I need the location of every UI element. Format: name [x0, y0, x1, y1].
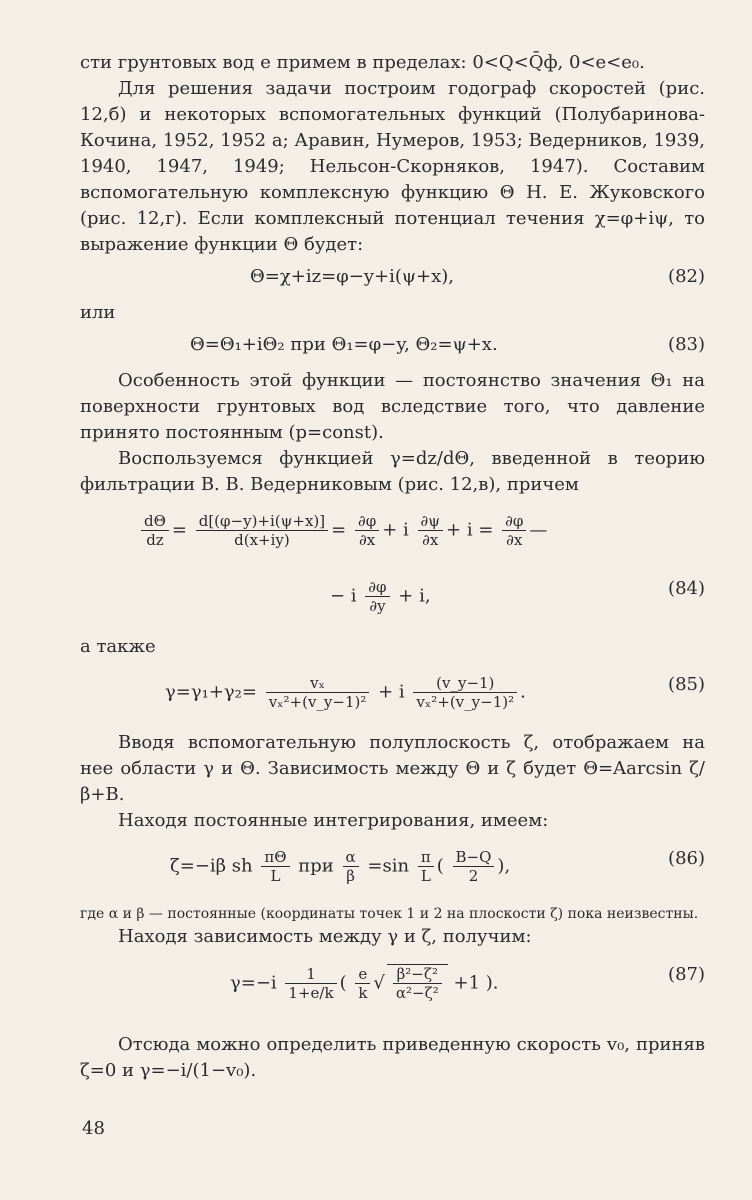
denominator: ∂y — [369, 597, 386, 615]
equation-82-number: (82) — [668, 266, 705, 287]
equation-86-lhs: ζ=−iβ sh — [170, 855, 253, 877]
equation-87 — [80, 954, 705, 1028]
denominator: vₓ²+(v_y−1)² — [416, 693, 515, 711]
fraction — [261, 848, 289, 885]
numerator: α — [343, 848, 359, 867]
word-or: или — [80, 302, 116, 323]
footnote-constants: где α и β — постоянные (координаты точек 1 и 2 на плоскости ζ) пока неизвестны. — [80, 906, 699, 922]
paragraph-5: Вводя вспомогательную полуплоскость ζ, отображаем на нее области γ и Θ. Зависимость между Θ и ζ будет Θ=Aarcsin ζ/β+B. — [80, 732, 705, 805]
equation-84-suffix: + i, — [398, 585, 431, 607]
fraction — [266, 674, 370, 711]
equation-82-body: Θ=χ+iz=φ−y+i(ψ+x), — [250, 266, 454, 287]
fraction — [355, 965, 370, 1002]
denominator: dz — [146, 531, 164, 549]
equation-84-line-2-body — [330, 578, 431, 615]
paragraph-7: Находя зависимость между γ и ζ, получим: — [118, 926, 532, 947]
fraction — [285, 965, 336, 1002]
denominator: k — [358, 984, 368, 1002]
denominator: ∂x — [422, 531, 439, 549]
numerator: dΘ — [141, 512, 169, 531]
fraction — [141, 512, 169, 549]
page-number: 48 — [82, 1118, 105, 1139]
equation-82 — [80, 262, 705, 296]
word-also: а также — [80, 636, 156, 657]
square-root — [387, 964, 448, 1002]
numerator: 1 — [285, 965, 336, 984]
numerator: B−Q — [453, 848, 495, 867]
paragraph-6: Находя постоянные интегрирования, имеем: — [118, 810, 549, 831]
numerator: π — [418, 848, 434, 867]
equation-86 — [80, 838, 705, 900]
paragraph-8: Отсюда можно определить приведенную скорость v₀, приняв ζ=0 и γ=−i/(1−v₀). — [80, 1034, 705, 1081]
paragraph-2: Для решения задачи построим годограф скоростей (рис. 12,б) и некоторых вспомогательных функций (Полубаринова-Кочина, 1952, 1952 а; Аравин, Нумеров, 1953; Ведерников, 1939, 1940, 1947, 1949; Нельсон-Скорняков, 1947). Составим вспомогательную комплексную функцию Θ Н. Е. Жуковского (рис. 12,г). Если комплексный потенциал течения χ=φ+iψ, то выражение функции Θ будет: — [80, 78, 705, 255]
numerator: ∂φ — [355, 512, 379, 531]
numerator: ∂φ — [502, 512, 526, 531]
equation-83-number: (83) — [668, 334, 705, 355]
page-content — [80, 50, 705, 1084]
fraction — [502, 512, 526, 549]
equation-86-number: (86) — [668, 848, 705, 869]
denominator: L — [270, 867, 281, 885]
denominator: 1+e/k — [288, 984, 334, 1002]
denominator: α²−ζ² — [395, 984, 439, 1002]
fraction — [355, 512, 379, 549]
fraction — [418, 512, 444, 549]
paragraph-3: Особенность этой функции — постоянство значения Θ₁ на поверхности грунтовых вод вследствие того, что давление принято постоянным (p=const). — [80, 370, 705, 443]
numerator: ∂ψ — [418, 512, 444, 531]
denominator: 2 — [468, 867, 479, 885]
denominator: d(x+iy) — [234, 531, 290, 549]
equation-85 — [80, 664, 705, 726]
equation-86-eq: =sin — [367, 855, 410, 877]
fraction — [196, 512, 328, 549]
equation-87-lhs: γ=−i — [230, 972, 277, 994]
fraction — [413, 674, 517, 711]
numerator: (v_y−1) — [413, 674, 517, 693]
fraction — [453, 848, 495, 885]
equation-87-suffix: +1 ). — [453, 972, 499, 994]
numerator: ∂φ — [365, 578, 389, 597]
equation-83-body: Θ=Θ₁+iΘ₂ при Θ₁=φ−y, Θ₂=ψ+x. — [190, 334, 498, 355]
numerator: β²−ζ² — [393, 965, 442, 984]
denominator: vₓ²+(v_y−1)² — [268, 693, 367, 711]
equation-85-lhs: γ=γ₁+γ₂= — [165, 681, 257, 703]
fraction — [343, 848, 359, 885]
denominator: ∂x — [506, 531, 523, 549]
equation-87-number: (87) — [668, 964, 705, 985]
equation-83 — [80, 330, 705, 364]
equation-85-body: γ=γ₁+γ₂= $\frac{\text{vₓ}}{\text{vₓ²+(v\_y−1)²}}$ + i $\frac{(v\_y-1)}{\text{vₓ²+(v\_y−1)²}}$ . — [165, 674, 526, 711]
fraction — [418, 848, 434, 885]
numerator: vₓ — [266, 674, 370, 693]
equation-84-number: (84) — [668, 578, 705, 599]
denominator: L — [420, 867, 431, 885]
fraction — [365, 578, 389, 615]
paragraph-1: сти грунтовых вод e примем в пределах: 0<Q<Q̄ф, 0<e<e₀. — [80, 52, 645, 73]
equation-84-line-1-body: $\frac{d\Theta}{dz}$ = $\frac{d[(\varphi-y)+i(\psi+x)]}{d(x+iy)}$ = $\frac{\partial\varphi}{\partial x}$ + i $\frac{\partial\psi}{\partial x}$ + i = $\frac{\partial\varphi}{\partial x}$ — — [138, 512, 547, 549]
numerator: e — [355, 965, 370, 984]
equation-86-mid: при — [298, 855, 334, 877]
equation-87-body: γ=−i $\frac{1}{1+e/k}$ ( $\frac{e}{k}$ √ $\frac{\text{β²−ζ²}}{\text{α²−ζ²}}$ +1 ). — [230, 965, 499, 1002]
equation-85-number: (85) — [668, 674, 705, 695]
denominator: ∂x — [358, 531, 376, 549]
equation-84-prefix: − i — [330, 585, 357, 607]
fraction — [393, 965, 442, 1002]
denominator: β — [346, 867, 355, 885]
numerator: d[(φ−y)+i(ψ+x)] — [196, 512, 328, 531]
equation-86-body: ζ=−iβ sh $\frac{\pi\Theta}{L}$ при $\frac{\alpha}{\beta}$ =sin $\frac{\pi}{L}$ ( $\frac{B-Q}{2}$ ), — [170, 848, 511, 885]
numerator: πΘ — [261, 848, 289, 867]
paragraph-4: Воспользуемся функцией γ=dz/dΘ, введенной в теорию фильтрации В. В. Ведерниковым (рис. 12,в), причем — [80, 448, 705, 495]
equation-85-mid: + i — [378, 681, 405, 703]
equation-84-line-1 — [80, 502, 705, 564]
equation-84-line-2 — [80, 568, 705, 630]
